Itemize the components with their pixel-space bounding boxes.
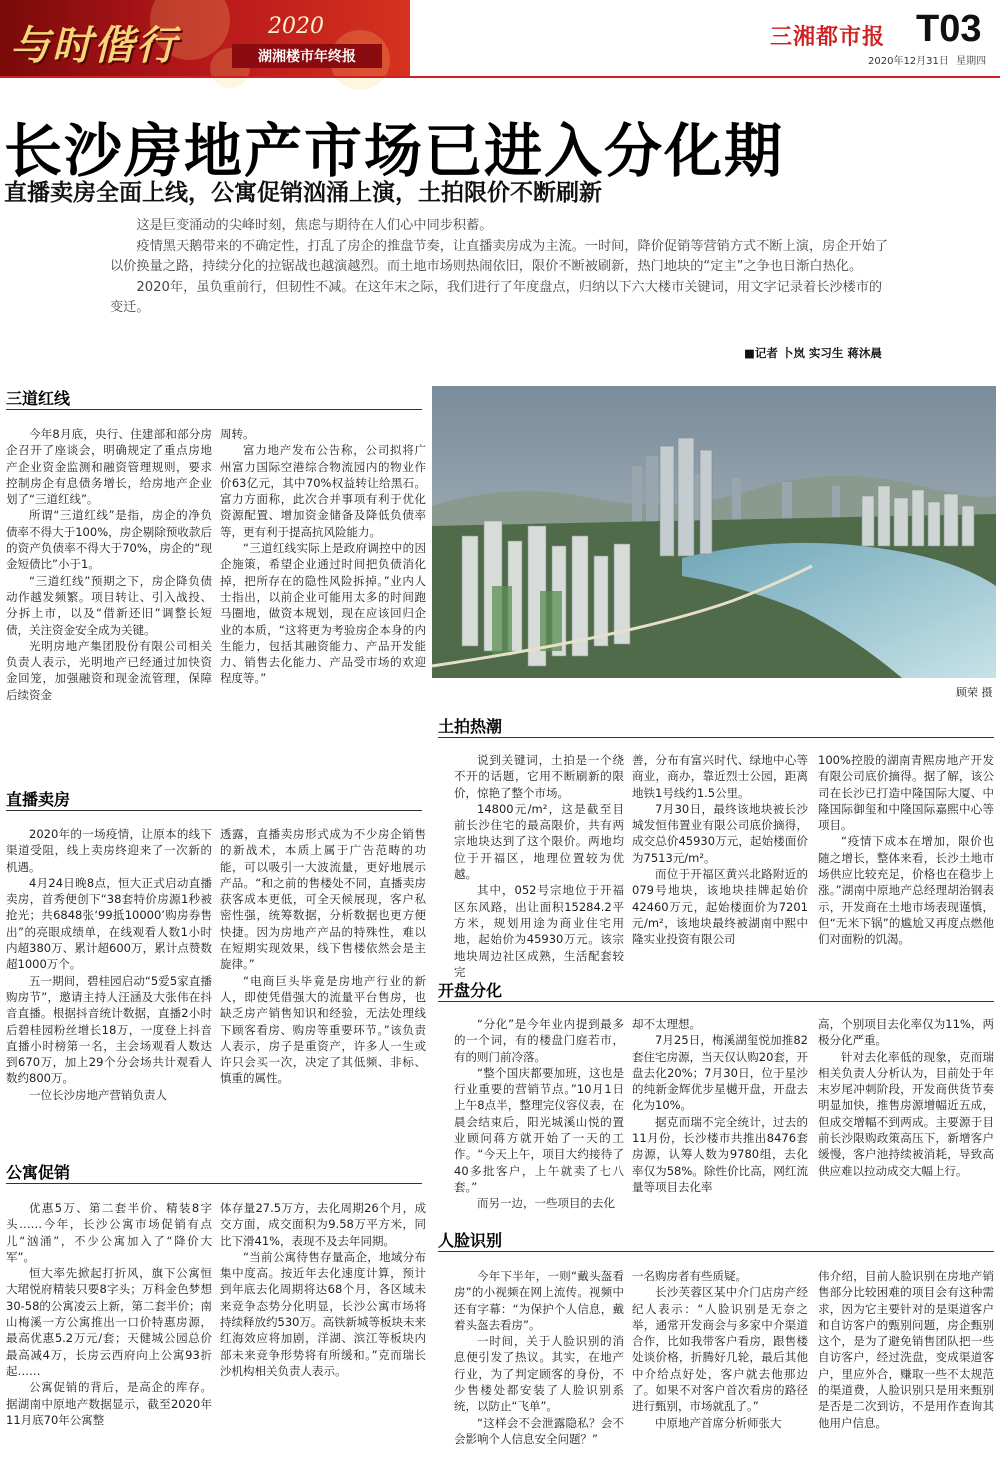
banner-subtitle: 湖湘楼市年终报 [232, 44, 382, 68]
paragraph: “整个国庆都要加班，这也是行业重要的营销节点。”10月1日上午8点半，整理完仪容仪表，在晨会结束后，阳光城溪山悦的置业顾问蒋方就开始了一天的工作。“今天上午，项目大约接待了40多批客户，上午就卖了七八套。” [454, 1065, 624, 1194]
article-column [632, 1268, 808, 1464]
dateline [868, 52, 986, 67]
paragraph: 今年下半年，一则“戴头盔看房”的小视频在网上流传。视频中还有字幕：“为保护个人信息，戴着头盔去看房”。 [454, 1269, 624, 1332]
article-column [818, 752, 994, 962]
paragraph: 长沙芙蓉区某中介门店房产经纪人表示：“人脸识别是无奈之举，通常开发商会与多家中介渠道合作，比如我带客户看房，跟售楼处谈价格，折腾好几轮，最后其他中介给点好处，客户就去他那边了。如果不对客户首次看房的路径进行甄别，市场就乱了。” [632, 1285, 808, 1414]
paragraph: “三道红线”预期之下，房企降负债动作越发频繁。项目转让、引入战投、分拆上市，以及“借新还旧”调整长短债，关注资金安全成为关键。 [6, 573, 212, 637]
section-title-differentiation: 开盘分化 [438, 981, 503, 1000]
article-column [454, 752, 624, 979]
photo-credit: 顾荣 摄 [956, 686, 993, 699]
paragraph: “这样会不会泄露隐私？会不会影响个人信息安全问题？” [454, 1415, 624, 1446]
banner-year: 2020 [268, 14, 324, 39]
paragraph: 优惠5万、第二套半价、精装8字头……今年，长沙公寓市场促销有点儿“汹涌”，不少公寓加入了“降价大军”。 [6, 1201, 212, 1264]
paragraph: 7月25日，梅溪湖玺悦加推82套住宅房源，当天仅认购20套，开盘去化20%；7月30日，位于星沙的纯新金辉优步星樾开盘，开盘去化为10%。 [632, 1033, 808, 1113]
article-column [632, 752, 808, 962]
newspaper-brand: 三湘都市报 [770, 25, 886, 50]
intro-paragraph: 疫情黑天鹅带来的不确定性，打乱了房企的推盘节奏，让直播卖房成为主流。一时间，降价促销等营销方式不断上演，房企开始了以价换量之路，持续分化的拉锯战也越演越烈。而土地市场则热闹依旧，限价不断被刷新，热门地块的“定主”之争也日渐白热化。 [110, 238, 889, 274]
section-title-red-lines: 三道红线 [6, 389, 71, 408]
article-column [6, 1200, 212, 1464]
issue-weekday: 星期四 [956, 56, 987, 67]
section-title-live-sales: 直播卖房 [6, 790, 71, 809]
paragraph: 而另一边，一些项目的去化 [477, 1196, 615, 1211]
city-skyline-illustration [432, 386, 996, 678]
section-title-apartments: 公寓促销 [6, 1163, 71, 1182]
intro-text [110, 216, 890, 319]
intro-paragraph: 2020年，虽负重前行，但韧性不减。在这年末之际，我们进行了年度盘点，归纳以下六大楼市关键词，用文字记录着长沙楼市的变迁。 [110, 279, 883, 315]
paragraph: 2020年的一场疫情，让原本的线下渠道受阻，线上卖房终迎来了一次新的机遇。 [6, 827, 212, 874]
paragraph: 公寓促销的背后，是高企的库存。据湖南中原地产数据显示，截至2020年11月底70年公寓整 [6, 1380, 212, 1427]
article-column [220, 1200, 426, 1464]
paragraph: 4月24日晚8点，恒大正式启动直播卖房，首秀便创下“38套特价房源1秒被抢光；共6848张‘99抵10000’购房券售出”的亮眼成绩单，在线观看人数1小时内超380万、累计超600万，累计点赞数超1000万个。 [6, 875, 212, 972]
paragraph: 伟介绍，目前人脸识别在房地产销售部分比较困难的项目会有这种需求，因为它主要针对的是渠道客户和自访客户的甄别问题，房企甄别这个，是为了避免销售团队把一些自访客户，经过洗盘，变成渠道客户，里应外合，赚取一些不太规范的渠道费，人脸识别只是用来甄别是否是二次到访，不是用作查询其他用户信息。 [818, 1269, 994, 1430]
masthead [0, 0, 1000, 88]
article-column [220, 826, 426, 1142]
paragraph: 一时间，关于人脸识别的消息便引发了热议。其实，在地产行业，为了判定顾客的身份，不少售楼处都安装了人脸识别系统，以防止“飞单”。 [454, 1334, 624, 1414]
paragraph: 中原地产首席分析师张大 [655, 1415, 782, 1430]
paragraph: 所谓“三道红线”是指，房企的净负债率不得大于100%，房企剔除预收款后的资产负债率不得大于70%，房企的“现金短债比”小于1。 [6, 508, 212, 572]
article-column [454, 1268, 624, 1464]
section-divider [6, 409, 422, 410]
paragraph: 富力地产发布公告称，公司拟将广州富力国际空港综合物流园内的物业作价63亿元，其中70%权益转让给黑石。富力方面称，此次合并事项有利于优化资源配置、增加资金储备及降低负债率等，更有利于提高抗风险能力。 [220, 443, 426, 539]
section-divider [438, 1251, 994, 1252]
paragraph: “分化”是今年业内提到最多的一个词，有的楼盘门庭若市，有的则门前冷落。 [454, 1017, 624, 1064]
paragraph: 一位长沙房地产营销负责人 [29, 1087, 167, 1102]
article-column [454, 1016, 624, 1216]
paragraph: 却不太理想。 [632, 1017, 701, 1031]
section-divider [6, 810, 422, 811]
article-column [632, 1016, 808, 1216]
paragraph: 一名购房者有些质疑。 [632, 1269, 747, 1283]
paragraph: “三道红线实际上是政府调控中的因企施策，希望企业通过时间把负债消化掉，把所存在的隐性风险拆掉。”业内人士指出，以前企业可能用太多的时间跑马圈地，做资本规划，现在应该回归企业的本质，“这将更为考验房企本身的内生能力，包括其融资能力、产品开发能力、销售去化能力、产品受市场的欢迎程度等。” [220, 541, 426, 686]
section-title-face-recognition: 人脸识别 [438, 1231, 503, 1250]
column-banner [0, 0, 410, 76]
section-divider [438, 1001, 994, 1002]
article-column [818, 1268, 994, 1464]
paragraph: 针对去化率低的现象，克而瑞相关负责人分析认为，目前处于年末岁尾冲刺阶段，开发商供货节奏明显加快，推售房源增幅近五成，但成交增幅不到两成。主要源于目前长沙限购政策高压下，新增客户缓慢，客户池持续被消耗，导致高供应难以拉动成交大幅上行。 [818, 1049, 994, 1178]
paragraph: 而位于开福区黄兴北路附近的079号地块，该地块挂牌起始价42460万元，起始楼面价为7201元/m²，该地块最终被湖南中熙中隆实业投资有限公司 [632, 867, 808, 947]
paragraph: 善，分布有富兴时代、绿地中心等商业，商办，靠近烈士公园，距离地铁1号线约1.5公里。 [632, 753, 808, 800]
paragraph: 光明房地产集团股份有限公司相关负责人表示，光明地产已经通过加快资金回笼，加强融资和现金流管理，保障后续资金 [6, 638, 212, 702]
paragraph: “疫情下成本在增加，限价也随之增长，整体来看，长沙土地市场供应比较充足，价格也在稳步上涨。”湖南中原地产总经理胡治钢表示，开发商在土地市场表现谨慎，但“无米下锅”的尴尬又再度点燃他们对面粉的饥渴。 [818, 834, 994, 947]
paragraph: 周转。 [220, 427, 255, 441]
byline: ■记者 卜岚 实习生 蒋沐晨 [744, 346, 882, 360]
paragraph: 据克而瑞不完全统计，过去的11月份，长沙楼市共推出8476套房源，认筹人数为9780组，去化率仅为58%。除性价比高，网红流量等项目去化率 [632, 1114, 808, 1194]
section-divider [438, 737, 994, 738]
subheadline: 直播卖房全面上线，公寓促销汹涌上演，土拍限价不断刷新 [4, 180, 602, 206]
article-column [6, 826, 212, 1142]
paragraph: 高，个别项目去化率仅为11%，两极分化严重。 [818, 1017, 994, 1048]
page-number: T03 [916, 8, 982, 50]
paragraph: 14800元/m²，这是截至目前长沙住宅的最高限价，共有两宗地块达到了这个限价。两地均位于开福区，地理位置较为优越。 [454, 801, 624, 882]
paragraph: 今年8月底，央行、住建部和部分房企召开了座谈会，明确规定了重点房地产企业资金监测和融资管理规则，要求控制房企有息债务增长，给房地产企业划了“三道红线”。 [6, 427, 212, 507]
paragraph: 五一期间，碧桂园启动“5爱5家直播购房节”，邀请主持人汪涵及大张伟在抖音直播。根据抖音统计数据，直播2小时后碧桂园粉丝增长18万，一度登上抖音直播小时榜第一名，主会场观看人数达到670万，加上29个分会场共计观看人数约800万。 [6, 973, 212, 1086]
section-divider [6, 1183, 422, 1184]
article-column [220, 426, 426, 768]
paragraph: “电商巨头毕竟是房地产行业的新人，即使凭借强大的流量平台售房，也缺乏房产销售知识和经验，无法处理线下顾客看房、购房等重要环节。”该负责人表示，房子是重资产，许多人一生或许只会买一次，决定了其低频、非标、慎重的属性。 [220, 973, 426, 1086]
masthead-divider [0, 76, 1000, 78]
city-aerial-photo [432, 386, 996, 678]
paragraph: 100%控股的湖南青熙房地产开发有限公司底价摘得。据了解，该公司在长沙已打造中隆国际大厦、中隆国际御玺和中隆国际嘉熙中心等项目。 [818, 753, 994, 833]
paragraph: 其中，052号宗地位于开福区东风路，出让面积15284.2平方米，规划用途为商业住宅用地，起始价为45930万元。该宗地块周边社区成熟，生活配套较完 [454, 883, 624, 979]
paragraph: 恒大率先掀起打折风，旗下公寓恒大珺悦府精装只要8字头；万科金色梦想30-58的公寓凌云上新，第二套半价；南山梅溪一方公寓推出一口价特惠房源，最高优惠5.2万元/套；天健城公园总价最高减4万，长房云西府向上公寓93折起…… [6, 1266, 212, 1378]
headline: 长沙房地产市场已进入分化期 [4, 117, 785, 185]
paragraph: 透露，直播卖房形式成为不少房企销售的新战术，本质上属于广告范畴的功能，可以吸引一大波流量，更好地展示产品。“和之前的售楼处不同，直播卖房获客成本更低，可全天候展现，客户私密性强，统筹数据，分析数据也更方便快捷。因为房地产产品的特殊性，难以在短期实现效果，线下售楼依然会是主旋律。” [220, 827, 426, 972]
paragraph: 说到关键词，土拍是一个绕不开的话题，它用不断刷新的限价，惊艳了整个市场。 [454, 753, 624, 800]
intro-paragraph: 这是巨变涌动的尖峰时刻，焦虑与期待在人们心中同步积蓄。 [136, 218, 493, 233]
article-column [818, 1016, 994, 1216]
banner-script-title: 与时偕行 [10, 22, 178, 69]
article-column [6, 426, 212, 768]
section-title-land-auction: 土拍热潮 [438, 717, 503, 736]
issue-date: 2020年12月31日 [868, 56, 949, 67]
paragraph: 7月30日，最终该地块被长沙城发恒伟置业有限公司底价摘得，成交总价45930万元，起始楼面价为7513元/m²。 [632, 801, 808, 865]
paragraph: “当前公寓待售存量高企，地域分布集中度高。按近年去化速度计算，预计到年底去化周期将达68个月，各区域未来竞争态势分化明显，长沙公寓市场将持续释放约530万。高铁新城等板块未来红海效应将加剧，洋湖、滨江等板块内部未来竞争形势将有所缓和。”克而瑞长沙机构相关负责人表示。 [220, 1249, 426, 1378]
paragraph: 体存量27.5万方，去化周期26个月，成交方面，成交面积为9.58万平方米，同比下滑41%，表现不及去年同期。 [220, 1201, 426, 1248]
